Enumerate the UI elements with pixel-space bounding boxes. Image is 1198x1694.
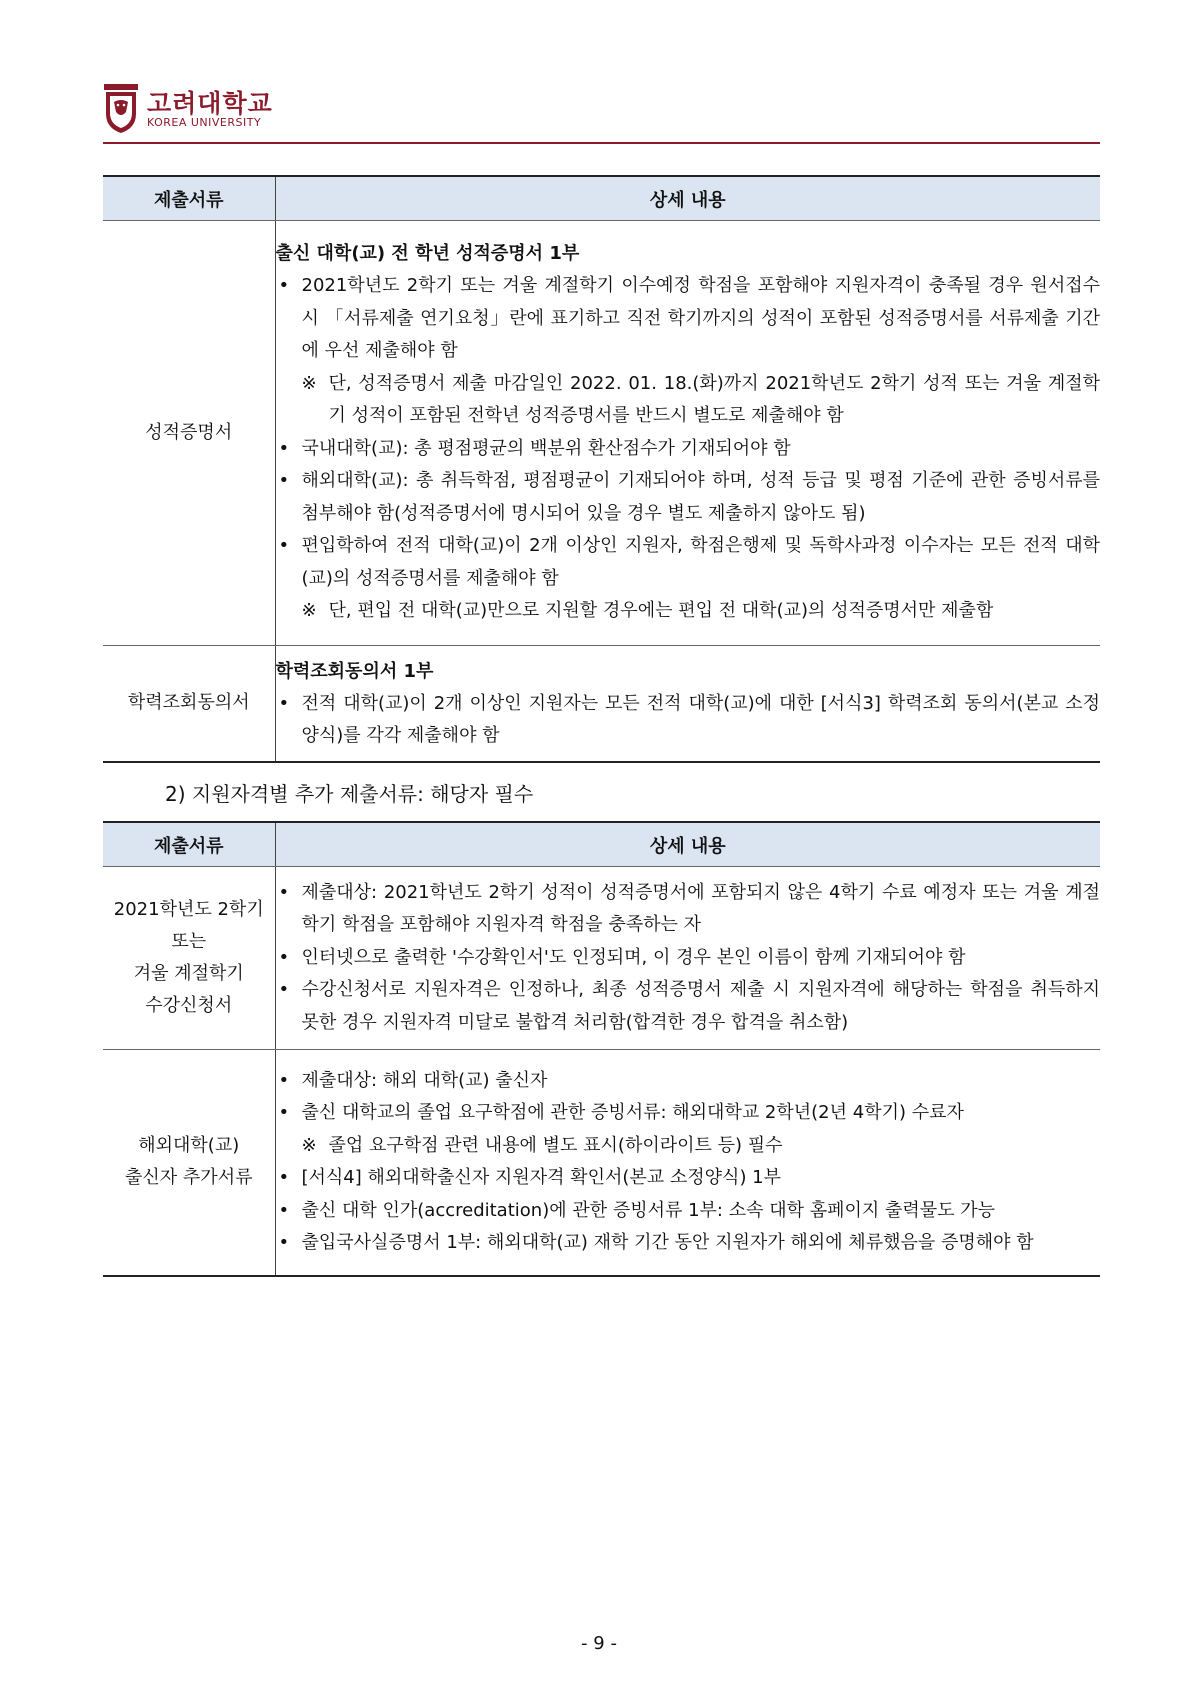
list-item: • 출신 대학 인가(accreditation)에 관한 증빙서류 1부: 소속 대학 홈페이지 출력물도 가능 (276, 1195, 1101, 1228)
reference-mark-icon: ※ (301, 600, 317, 622)
row-label: 학력조회동의서 (103, 646, 275, 762)
table-row (103, 646, 1100, 762)
bullet-icon: • (278, 535, 290, 557)
list-item: • 2021학년도 2학기 또는 겨울 계절학기 이수예정 학점을 포함해야 지원자격이 충족될 경우 원서접수 시 「서류제출 연기요청」란에 표기하고 직전 학기까지의 성적이 포함된 성적증명서를 서류제출 기간에 우선 제출해야 함 (276, 270, 1101, 368)
row-title: 학력조회동의서 1부 (275, 660, 434, 682)
section-subheading: 2) 지원자격별 추가 제출서류: 해당자 필수 (165, 782, 534, 806)
note-item: ※ 졸업 요구학점 관련 내용에 별도 표시(하이라이트 등) 필수 (276, 1130, 1101, 1163)
column-header-document: 제출서류 (103, 822, 275, 867)
bullet-icon: • (278, 1199, 290, 1221)
list-item: • 전적 대학(교)이 2개 이상인 지원자는 모든 전적 대학(교)에 대한 [서식3] 학력조회 동의서(본교 소정양식)를 각각 제출해야 함 (276, 688, 1101, 753)
list-item: • 제출대상: 2021학년도 2학기 성적이 성적증명서에 포함되지 않은 4학기 수료 예정자 또는 겨울 계절학기 학점을 포함해야 지원자격 학점을 충족하는 자 (276, 877, 1101, 942)
bullet-icon: • (278, 946, 290, 968)
list-item: • 국내대학(교): 총 평점평균의 백분위 환산점수가 기재되어야 함 (276, 433, 1101, 466)
table-header-row (103, 822, 1100, 867)
table-row (103, 867, 1100, 1050)
page-header (103, 84, 1103, 146)
list-item: • 제출대상: 해외 대학(교) 출신자 (276, 1065, 1101, 1098)
bullet-icon: • (278, 1069, 290, 1091)
row-title: 출신 대학(교) 전 학년 성적증명서 1부 (275, 243, 580, 265)
column-header-document: 제출서류 (103, 176, 275, 221)
row-details (275, 221, 1100, 646)
required-documents-table (103, 175, 1100, 763)
list-item: • [서식4] 해외대학출신자 지원자격 확인서(본교 소정양식) 1부 (276, 1162, 1101, 1195)
column-header-details: 상세 내용 (275, 822, 1100, 867)
list-item: • 편입학하여 전적 대학(교)이 2개 이상인 지원자, 학점은행제 및 독학사과정 이수자는 모든 전적 대학(교)의 성적증명서를 제출해야 함 (276, 530, 1101, 595)
logo-english: KOREA UNIVERSITY (147, 116, 262, 129)
row-label: 성적증명서 (103, 221, 275, 646)
bullet-icon: • (278, 692, 290, 714)
table-row (103, 1050, 1100, 1276)
table-row (103, 221, 1100, 646)
bullet-icon: • (278, 275, 290, 297)
logo-korean: 고려대학교 (147, 89, 273, 118)
note-item: ※ 단, 편입 전 대학(교)만으로 지원할 경우에는 편입 전 대학(교)의 성적증명서만 제출함 (276, 595, 1101, 628)
university-seal-icon (103, 84, 139, 134)
list-item: • 수강신청서로 지원자격은 인정하나, 최종 성적증명서 제출 시 지원자격에 해당하는 학점을 취득하지 못한 경우 지원자격 미달로 불합격 처리함(합격한 경우 합격을 취소함) (276, 974, 1101, 1039)
additional-documents-table (103, 821, 1100, 1277)
row-details (275, 867, 1100, 1050)
page-number: - 9 - (581, 1633, 617, 1654)
bullet-icon: • (278, 1102, 290, 1124)
table-header-row (103, 176, 1100, 221)
row-details (275, 1050, 1100, 1276)
column-header-details: 상세 내용 (275, 176, 1100, 221)
list-item: • 해외대학(교): 총 취득학점, 평점평균이 기재되어야 하며, 성적 등급 및 평점 기준에 관한 증빙서류를 첨부해야 함(성적증명서에 명시되어 있을 경우 별도 제출하지 않아도 됨) (276, 465, 1101, 530)
bullet-icon: • (278, 1232, 290, 1254)
bullet-icon: • (278, 1167, 290, 1189)
reference-mark-icon: ※ (301, 372, 317, 394)
note-item: ※ 단, 성적증명서 제출 마감일인 2022. 01. 18.(화)까지 2021학년도 2학기 성적 또는 겨울 계절학기 성적이 포함된 전학년 성적증명서를 반드시 별도로 제출해야 함 (276, 368, 1101, 433)
row-details (275, 646, 1100, 762)
list-item: • 출입국사실증명서 1부: 해외대학(교) 재학 기간 동안 지원자가 해외에 체류했음을 증명해야 함 (276, 1227, 1101, 1260)
list-item: • 출신 대학교의 졸업 요구학점에 관한 증빙서류: 해외대학교 2학년(2년 4학기) 수료자 (276, 1097, 1101, 1130)
bullet-icon: • (278, 881, 290, 903)
row-label: 2021학년도 2학기 또는 겨울 계절학기 수강신청서 (103, 867, 275, 1050)
list-item: • 인터넷으로 출력한 '수강확인서'도 인정되며, 이 경우 본인 이름이 함께 기재되어야 함 (276, 942, 1101, 975)
reference-mark-icon: ※ (301, 1134, 317, 1156)
bullet-icon: • (278, 979, 290, 1001)
row-label: 해외대학(교) 출신자 추가서류 (103, 1050, 275, 1276)
bullet-icon: • (278, 437, 290, 459)
bullet-icon: • (278, 470, 290, 492)
header-divider (103, 142, 1100, 144)
